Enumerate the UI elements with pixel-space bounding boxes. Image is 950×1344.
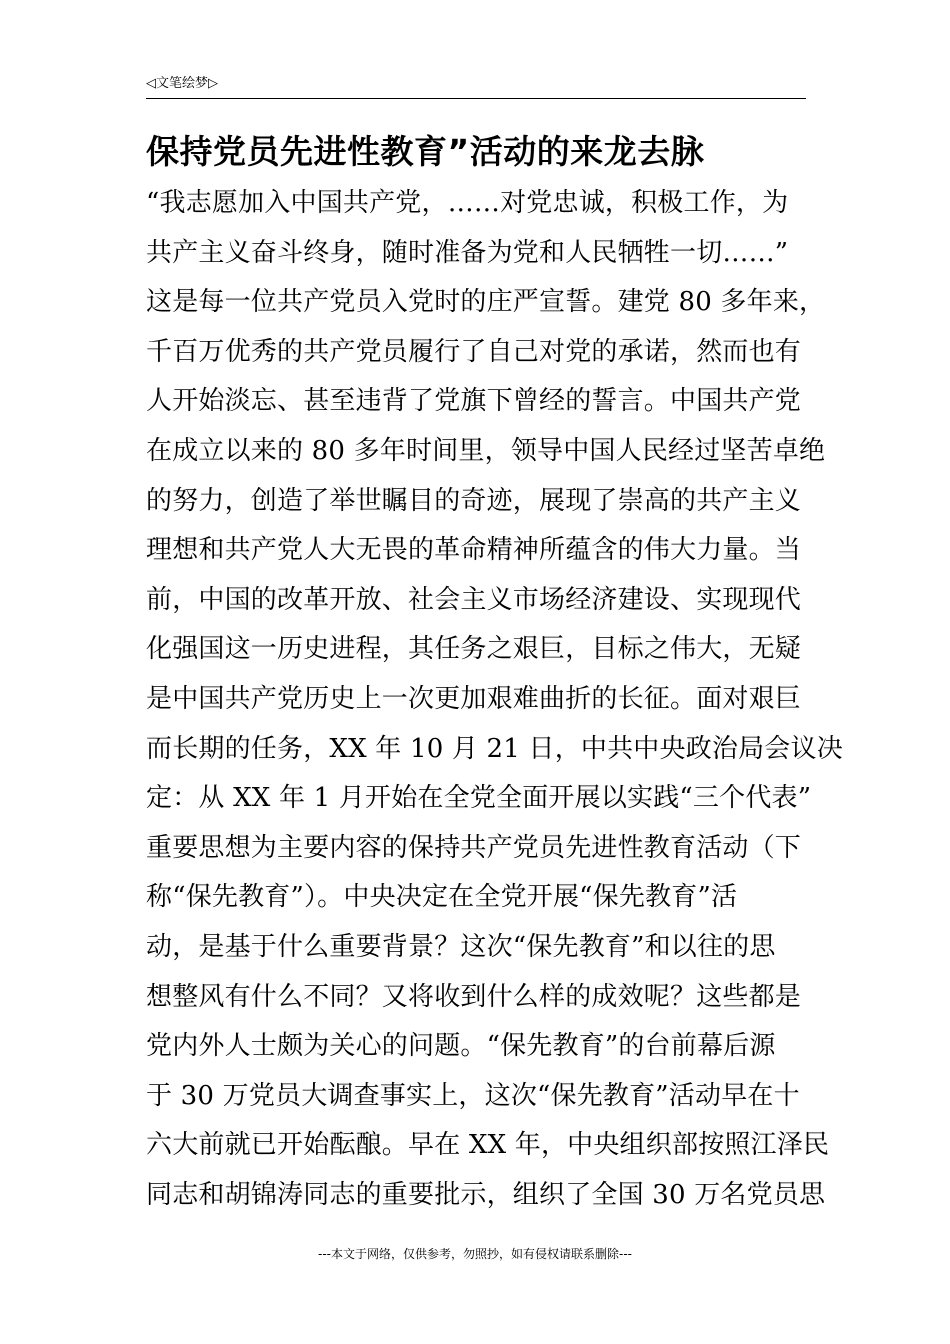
page-header: [146, 72, 806, 99]
body-line: 定：从 XX 年 1 月开始在全党全面开展以实践“三个代表”: [146, 783, 812, 814]
document-title: 保持党员先进性教育”活动的来龙去脉: [146, 132, 705, 171]
body-line: 党内外人士颇为关心的问题。“保先教育”的台前幕后源: [146, 1031, 776, 1062]
body-line: 而长期的任务，XX 年 10 月 21 日，中共中央政治局会议决: [146, 733, 843, 764]
body-line: 称“保先教育”）。中央决定在全党开展“保先教育”活: [146, 882, 738, 913]
page-footer: ---本文于网络，仅供参考，勿照抄，如有侵权请联系删除---: [318, 1247, 632, 1261]
body-line: 想整风有什么不同？又将收到什么样的成效呢？这些都是: [146, 981, 802, 1012]
document-body: [146, 183, 843, 1224]
body-line: “我志愿加入中国共产党，……对党忠诚，积极工作，为: [146, 188, 789, 218]
body-line: 动，是基于什么重要背景？这次“保先教育”和以往的思: [146, 931, 776, 962]
body-line: 千百万优秀的共产党员履行了自己对党的承诺，然而也有: [146, 336, 802, 367]
body-line: 共产主义奋斗终身，随时准备为党和人民牺牲一切……”: [146, 237, 789, 268]
body-line: 是中国共产党历史上一次更加艰难曲折的长征。面对艰巨: [146, 683, 802, 714]
body-line: 人开始淡忘、甚至违背了党旗下曾经的誓言。中国共产党: [146, 386, 802, 417]
body-line: 重要思想为主要内容的保持共产党员先进性教育活动（下: [146, 832, 802, 863]
body-line: 化强国这一历史进程，其任务之艰巨，目标之伟大，无疑: [146, 634, 802, 665]
body-line: 六大前就已开始酝酿。早在 XX 年，中央组织部按照江泽民: [146, 1130, 830, 1161]
header-text: ◁文笔绘梦▷: [146, 76, 218, 91]
body-line: 理想和共产党人大无畏的革命精神所蕴含的伟大力量。当: [146, 535, 802, 566]
body-line: 在成立以来的 80 多年时间里，领导中国人民经过坚苦卓绝: [146, 435, 826, 466]
body-line: 这是每一位共产党员入党时的庄严宣誓。建党 80 多年来，: [146, 287, 826, 318]
body-line: 同志和胡锦涛同志的重要批示，组织了全国 30 万名党员思: [146, 1179, 826, 1210]
body-line: 于 30 万党员大调查事实上，这次“保先教育”活动早在十: [146, 1080, 800, 1111]
body-line: 的努力，创造了举世瞩目的奇迹，展现了崇高的共产主义: [146, 485, 802, 516]
body-line: 前，中国的改革开放、社会主义市场经济建设、实现现代: [146, 584, 802, 615]
